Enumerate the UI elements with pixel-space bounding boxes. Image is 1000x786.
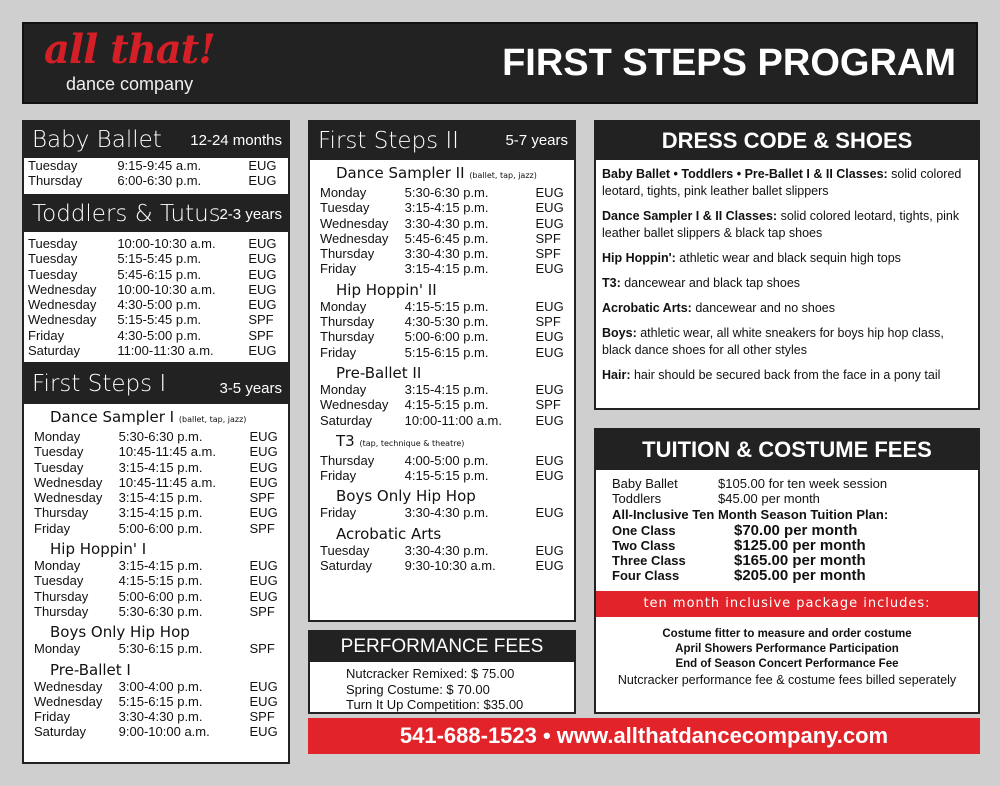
location: EUG — [249, 678, 278, 694]
baby-ballet-age: 12-24 months — [190, 132, 282, 149]
tuition-row — [612, 491, 978, 506]
location: EUG — [535, 558, 564, 574]
location: EUG — [535, 261, 564, 277]
day: Saturday — [320, 558, 373, 574]
baby-ballet-panel — [22, 120, 290, 196]
day: Friday — [34, 709, 71, 725]
schedule-row — [30, 709, 288, 724]
location: EUG — [248, 297, 277, 313]
location: EUG — [535, 185, 564, 200]
class-name: Boys Only Hip Hop — [336, 487, 476, 506]
time: 3:15-4:15 p.m. — [118, 505, 203, 521]
location: EUG — [248, 173, 277, 189]
plan-row — [612, 523, 978, 538]
class-note: (ballet, tap, jazz) — [178, 415, 247, 424]
dress-text: athletic wear, all white sneakers for boys hip hop class, black dance shoes for all other styles — [602, 326, 944, 357]
time: 5:00-6:00 p.m. — [118, 588, 203, 604]
schedule-row — [316, 329, 574, 344]
schedule-row — [24, 312, 288, 327]
time: 5:30-6:30 p.m. — [118, 429, 203, 444]
fee-line: Nutcracker Remixed: $ 75.00 — [346, 666, 515, 681]
day: Thursday — [320, 246, 375, 262]
logo: all that! — [44, 26, 215, 73]
location: SPF — [248, 312, 274, 328]
location: EUG — [249, 444, 278, 460]
day: Monday — [320, 298, 367, 314]
schedule-row — [30, 589, 288, 604]
toddlers-title: Toddlers & Tutus — [32, 201, 221, 227]
time: 4:30-5:30 p.m. — [404, 314, 489, 330]
dress-label: Dance Sampler I & II Classes: — [602, 209, 778, 223]
schedule-row — [30, 679, 288, 694]
include-item: April Showers Performance Participation — [675, 643, 899, 655]
day: Friday — [34, 520, 71, 536]
schedule-row — [24, 236, 288, 251]
time: 5:00-6:00 p.m. — [118, 520, 203, 536]
day: Tuesday — [34, 573, 84, 589]
location: SPF — [249, 641, 275, 657]
day: Tuesday — [28, 251, 78, 267]
tuition-panel — [594, 428, 980, 714]
toddlers-panel — [22, 196, 290, 364]
fee-line: Spring Costume: $ 70.00 — [346, 681, 490, 697]
day: Friday — [320, 468, 357, 484]
time: 5:15-5:45 p.m. — [117, 251, 202, 267]
time: 5:45-6:45 p.m. — [404, 230, 489, 246]
schedule-row — [316, 200, 574, 215]
include-item: End of Season Concert Performance Fee — [675, 658, 899, 670]
location: EUG — [249, 505, 278, 521]
time: 4:00-5:00 p.m. — [404, 452, 489, 468]
class-name: T3 — [336, 431, 355, 450]
time: 11:00-11:30 a.m. — [117, 343, 214, 359]
schedule-row — [24, 173, 288, 188]
day: Wednesday — [34, 490, 103, 506]
time: 4:15-5:15 p.m. — [404, 298, 489, 314]
dress-item — [596, 367, 978, 384]
performance-fees-title: PERFORMANCE FEES — [310, 632, 574, 662]
schedule-row — [24, 282, 288, 297]
day: Saturday — [28, 343, 81, 359]
location: EUG — [248, 281, 277, 297]
dress-item — [596, 275, 978, 292]
class-name: Dance Sampler II — [336, 164, 465, 182]
schedule-row — [30, 604, 288, 619]
schedule-row — [316, 246, 574, 261]
time: 5:15-5:45 p.m. — [117, 312, 202, 328]
first-steps-2-panel — [308, 120, 576, 622]
schedule-row — [30, 490, 288, 505]
day: Thursday — [320, 314, 375, 330]
dress-label: T3: — [602, 276, 621, 290]
time: 5:45-6:15 p.m. — [117, 266, 202, 282]
time: 4:15-5:15 p.m. — [118, 573, 203, 589]
page-title: FIRST STEPS PROGRAM — [502, 42, 956, 84]
dress-code-title: DRESS CODE & SHOES — [596, 122, 978, 160]
schedule-row — [316, 413, 574, 428]
plan-price: $205.00 per month — [734, 567, 866, 584]
day: Friday — [28, 327, 65, 343]
dress-text: hair should be secured back from the face in a pony tail — [630, 368, 941, 382]
dress-label: Hair: — [602, 368, 631, 382]
schedule-row — [316, 314, 574, 329]
time: 9:00-10:00 a.m. — [118, 724, 210, 740]
class-subtitle — [316, 487, 574, 505]
dress-text: solid colored leotard, tights, pink leather ballet slippers — [602, 167, 962, 198]
day: Wednesday — [320, 397, 389, 413]
schedule-row — [24, 267, 288, 282]
location: EUG — [535, 215, 564, 231]
day: Wednesday — [320, 230, 389, 246]
dress-item — [596, 208, 978, 242]
time: 5:30-6:15 p.m. — [118, 641, 203, 657]
package-banner: ten month inclusive package includes: — [596, 591, 978, 617]
location: EUG — [248, 266, 277, 282]
schedule-row — [24, 297, 288, 312]
logo-subtitle: dance company — [66, 74, 194, 94]
time: 3:30-4:30 p.m. — [404, 542, 489, 558]
time: 3:30-4:30 p.m. — [404, 505, 489, 521]
performance-fees-panel — [308, 630, 576, 714]
dress-text: solid colored leotard, tights, pink leather ballet slippers & black tap shoes — [602, 209, 960, 240]
class-subtitle — [316, 164, 574, 185]
day: Tuesday — [28, 158, 78, 173]
day: Wednesday — [28, 312, 97, 328]
tuition-price: $45.00 per month — [718, 491, 820, 506]
day: Monday — [320, 185, 367, 200]
dress-text: athletic wear and black sequin high tops — [675, 251, 901, 265]
time: 6:00-6:30 p.m. — [117, 173, 202, 189]
location: EUG — [249, 693, 278, 709]
dress-item — [596, 250, 978, 267]
first-steps-1-panel — [22, 364, 290, 764]
schedule-row — [316, 216, 574, 231]
class-name: Dance Sampler I — [50, 408, 175, 426]
day: Monday — [34, 429, 81, 444]
dress-item — [596, 325, 978, 359]
location: EUG — [535, 412, 564, 428]
dress-text: dancewear and no shoes — [691, 301, 836, 315]
tuition-class: Toddlers — [612, 491, 662, 506]
schedule-row — [24, 158, 288, 173]
location: SPF — [249, 709, 275, 725]
location: EUG — [248, 343, 277, 359]
day: Tuesday — [28, 236, 78, 251]
schedule-row — [316, 558, 574, 573]
schedule-row — [24, 328, 288, 343]
location: SPF — [249, 603, 275, 619]
plan-class: One Class — [612, 523, 676, 538]
class-subtitle — [30, 408, 288, 429]
schedule-row — [316, 261, 574, 276]
location: EUG — [535, 298, 564, 314]
day: Thursday — [34, 588, 89, 604]
time: 3:30-4:30 p.m. — [118, 709, 203, 725]
time: 5:30-6:30 p.m. — [118, 603, 203, 619]
plan-row — [612, 538, 978, 553]
time: 5:30-6:30 p.m. — [404, 185, 489, 200]
tuition-class: Baby Ballet — [612, 476, 678, 491]
day: Saturday — [34, 724, 87, 740]
class-note: (ballet, tap, jazz) — [469, 171, 537, 180]
baby-ballet-title: Baby Ballet — [32, 127, 162, 153]
time: 10:45-11:45 a.m. — [118, 444, 216, 460]
tuition-plan-title: All-Inclusive Ten Month Season Tuition Plan: — [612, 507, 889, 522]
toddlers-age: 2-3 years — [219, 206, 282, 223]
location: EUG — [535, 468, 564, 484]
location: EUG — [249, 558, 278, 574]
plan-row — [612, 553, 978, 568]
plan-row — [612, 568, 978, 583]
time: 3:15-4:15 p.m. — [118, 459, 203, 475]
tuition-row — [612, 476, 978, 491]
time: 10:00-10:30 a.m. — [117, 281, 216, 297]
class-subtitle — [316, 525, 574, 543]
location: SPF — [249, 520, 275, 536]
schedule-row — [30, 444, 288, 459]
time: 3:15-4:15 p.m. — [404, 200, 489, 216]
dress-item — [596, 300, 978, 317]
schedule-row — [24, 343, 288, 358]
time: 4:30-5:00 p.m. — [117, 327, 202, 343]
day: Wednesday — [28, 297, 97, 313]
schedule-row — [30, 505, 288, 520]
location: SPF — [248, 327, 274, 343]
day: Tuesday — [34, 444, 84, 460]
class-name: Hip Hoppin' II — [336, 280, 437, 299]
day: Thursday — [34, 505, 89, 521]
tuition-title: TUITION & COSTUME FEES — [596, 430, 978, 470]
contact-bar — [308, 718, 980, 754]
time: 10:45-11:45 a.m. — [118, 474, 216, 490]
schedule-row — [30, 429, 288, 444]
time: 3:30-4:30 p.m. — [404, 246, 489, 262]
location: EUG — [535, 505, 564, 521]
class-subtitle — [316, 364, 574, 382]
day: Friday — [320, 344, 357, 360]
location: EUG — [535, 329, 564, 345]
contact-line: 541-688-1523 • www.allthatdancecompany.com — [399, 723, 889, 748]
schedule-row — [30, 521, 288, 536]
class-subtitle — [316, 281, 574, 299]
time: 5:00-6:00 p.m. — [404, 329, 489, 345]
tuition-note: Nutcracker performance fee & costume fees billed seperately — [617, 673, 957, 687]
fee-line: Turn It Up Competition: $35.00 — [346, 697, 524, 712]
location: EUG — [535, 200, 564, 216]
time: 5:15-6:15 p.m. — [404, 344, 489, 360]
location: EUG — [249, 724, 278, 740]
day: Wednesday — [34, 693, 103, 709]
dress-label: Boys: — [602, 326, 637, 340]
schedule-row — [30, 558, 288, 573]
schedule-row — [316, 397, 574, 412]
day: Thursday — [320, 452, 375, 468]
plan-price: $125.00 per month — [734, 537, 866, 554]
location: EUG — [535, 381, 564, 397]
tuition-price: $105.00 for ten week session — [718, 476, 888, 491]
plan-price: $70.00 per month — [734, 522, 858, 539]
day: Wednesday — [34, 474, 103, 490]
location: EUG — [249, 573, 278, 589]
plan-class: Three Class — [612, 553, 686, 568]
schedule-row — [316, 453, 574, 468]
location: EUG — [249, 429, 278, 444]
class-note: (tap, technique & theatre) — [359, 438, 465, 448]
time: 5:15-6:15 p.m. — [118, 693, 203, 709]
location: SPF — [535, 314, 561, 330]
class-name: Pre-Ballet II — [336, 363, 422, 382]
schedule-row — [316, 543, 574, 558]
day: Monday — [320, 381, 367, 397]
schedule-row — [316, 345, 574, 360]
first-steps-1-age: 3-5 years — [219, 380, 282, 397]
schedule-row — [316, 185, 574, 200]
day: Monday — [34, 641, 81, 657]
day: Tuesday — [28, 266, 78, 282]
day: Wednesday — [34, 678, 103, 694]
day: Thursday — [34, 603, 89, 619]
schedule-row — [30, 724, 288, 739]
location: EUG — [249, 459, 278, 475]
schedule-row — [30, 641, 288, 656]
time: 3:15-4:15 p.m. — [404, 261, 489, 277]
schedule-row — [30, 460, 288, 475]
time: 4:15-5:15 p.m. — [404, 468, 489, 484]
day: Friday — [320, 505, 357, 521]
class-name: Hip Hoppin' I — [50, 540, 147, 559]
schedule-row — [316, 382, 574, 397]
time: 3:15-4:15 p.m. — [118, 558, 203, 574]
dress-label: Baby Ballet • Toddlers • Pre-Ballet I & II Classes: — [602, 167, 888, 181]
plan-price: $165.00 per month — [734, 552, 866, 569]
location: EUG — [248, 236, 277, 251]
day: Wednesday — [320, 215, 389, 231]
dress-label: Acrobatic Arts: — [602, 301, 692, 315]
dress-label: Hip Hoppin': — [602, 251, 676, 265]
location: EUG — [249, 588, 278, 604]
day: Friday — [320, 261, 357, 277]
day: Monday — [34, 558, 81, 574]
dress-code-panel — [594, 120, 980, 410]
first-steps-2-age: 5-7 years — [505, 132, 568, 149]
class-subtitle — [30, 540, 288, 558]
location: EUG — [535, 452, 564, 468]
location: SPF — [249, 490, 275, 506]
location: EUG — [249, 474, 278, 490]
plan-class: Four Class — [612, 568, 680, 583]
day: Wednesday — [28, 281, 97, 297]
time: 4:30-5:00 p.m. — [117, 297, 202, 313]
day: Saturday — [320, 412, 373, 428]
schedule-row — [30, 694, 288, 709]
schedule-row — [316, 505, 574, 520]
time: 9:15-9:45 a.m. — [117, 158, 202, 173]
day: Tuesday — [320, 200, 370, 216]
include-item: Costume fitter to measure and order costume — [662, 628, 912, 640]
first-steps-2-title: First Steps II — [318, 128, 459, 154]
time: 4:15-5:15 p.m. — [404, 397, 489, 413]
time: 3:00-4:00 p.m. — [118, 678, 203, 694]
class-name: Pre-Ballet I — [50, 660, 131, 679]
schedule-row — [30, 573, 288, 588]
location: EUG — [248, 251, 277, 267]
schedule-row — [24, 251, 288, 266]
dress-item — [596, 166, 978, 200]
plan-class: Two Class — [612, 538, 676, 553]
class-subtitle — [316, 432, 574, 453]
time: 3:30-4:30 p.m. — [404, 215, 489, 231]
class-subtitle — [30, 661, 288, 679]
location: EUG — [535, 542, 564, 558]
time: 10:00-10:30 a.m. — [117, 236, 216, 251]
day: Tuesday — [320, 542, 370, 558]
location: SPF — [535, 230, 561, 246]
day: Thursday — [28, 173, 83, 189]
time: 3:15-4:15 p.m. — [118, 490, 203, 506]
schedule-row — [30, 475, 288, 490]
time: 10:00-11:00 a.m. — [404, 412, 502, 428]
location: SPF — [535, 246, 561, 262]
day: Thursday — [320, 329, 375, 345]
location: EUG — [248, 158, 277, 173]
location: EUG — [535, 344, 564, 360]
schedule-row — [316, 468, 574, 483]
first-steps-1-title: First Steps I — [32, 371, 167, 397]
class-name: Acrobatic Arts — [336, 524, 442, 543]
dress-text: dancewear and black tap shoes — [620, 276, 801, 290]
time: 9:30-10:30 a.m. — [404, 558, 496, 574]
class-name: Boys Only Hip Hop — [50, 623, 190, 642]
class-subtitle — [30, 623, 288, 641]
day: Tuesday — [34, 459, 84, 475]
schedule-row — [316, 231, 574, 246]
schedule-row — [316, 299, 574, 314]
location: SPF — [535, 397, 561, 413]
time: 3:15-4:15 p.m. — [404, 381, 489, 397]
